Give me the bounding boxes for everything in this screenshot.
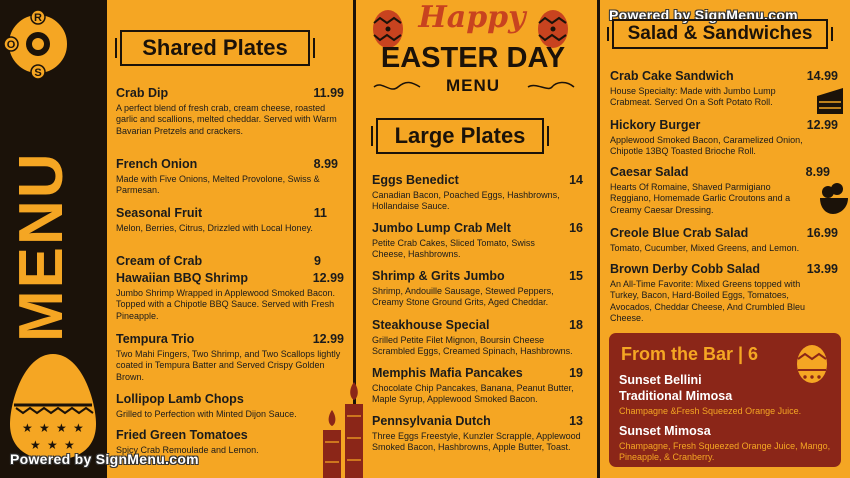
item-price: 13 xyxy=(569,414,583,428)
item-price: 14.99 xyxy=(806,69,838,83)
menu-item xyxy=(116,392,344,420)
side-menu-text: MENU xyxy=(7,151,76,342)
item-desc: Shrimp, Andouille Sausage, Stewed Peppers, Creamy Stone Ground Grits, Aged Cheddar. xyxy=(372,286,554,308)
shared-plates-column xyxy=(116,0,344,478)
item-desc: Jumbo Shrimp Wrapped in Applewood Smoked Bacon. Topped with a Chipotle BBQ Sauce. Served with Fresh Pineapple. xyxy=(116,288,335,321)
easter-egg-icon xyxy=(6,350,100,462)
item-name: Hawaiian BBQ Shrimp xyxy=(116,271,248,285)
menu-item xyxy=(610,69,838,109)
item-desc: Melon, Berries, Citrus, Drizzled with Local Honey. xyxy=(116,223,313,233)
menu-item xyxy=(372,318,583,358)
item-name: Lollipop Lamb Chops xyxy=(116,392,244,406)
bar-item-name: Traditional Mimosa xyxy=(619,389,733,403)
menu-item xyxy=(372,269,583,309)
menu-item xyxy=(610,165,830,216)
salad-bowl-icon xyxy=(818,180,848,216)
bar-item-desc: Champagne, Fresh Squeezed Orange Juice, Mango, Pineapple, & Cranberry. xyxy=(619,441,831,463)
menu-item xyxy=(116,157,344,197)
item-desc: Two Mahi Fingers, Two Shrimp, and Two Scallops lightly coated in Tempura Batter and Served Crispy Golden Brown. xyxy=(116,349,341,382)
divider xyxy=(597,0,600,478)
item-name: Cream of Crab xyxy=(116,254,203,268)
item-name: Tempura Trio xyxy=(116,332,195,346)
item-name: Caesar Salad xyxy=(610,165,689,179)
item-name: Hickory Burger xyxy=(610,118,701,132)
svg-text:★: ★ xyxy=(39,421,50,435)
item-name: Pennsylvania Dutch xyxy=(372,414,491,428)
item-desc: Three Eggs Freestyle, Kunzler Scrapple, Applewood Smoked Bacon, Hashbrowns, Apple Butter, Toast. xyxy=(372,431,581,453)
item-desc: Made with Five Onions, Melted Provolone, Swiss & Parmesan. xyxy=(116,174,320,196)
item-desc: Hearts Of Romaine, Shaved Parmigiano Reggiano, Homemade Garlic Croutons and a Creamy Caesar Dressing. xyxy=(610,182,791,215)
happy-heading: Happy xyxy=(418,0,526,35)
svg-text:★: ★ xyxy=(64,438,75,452)
item-price: 8.99 xyxy=(313,157,338,171)
svg-text:★: ★ xyxy=(47,438,58,452)
item-price: 11 xyxy=(313,206,327,220)
item-price: 18 xyxy=(569,318,583,332)
easter-egg-icon xyxy=(795,342,829,384)
menu-item xyxy=(610,118,838,158)
easter-heading: EASTER DAY xyxy=(380,42,566,74)
bar-panel xyxy=(609,333,841,467)
item-price: 9 xyxy=(314,254,321,268)
large-plates-column xyxy=(372,0,583,478)
menu-item xyxy=(372,221,583,261)
large-plates-title: Large Plates xyxy=(376,118,544,154)
item-price: 16.99 xyxy=(806,226,838,240)
menu-item xyxy=(610,262,838,325)
menu-item xyxy=(610,226,838,254)
divider xyxy=(104,0,107,478)
logo-letter: S xyxy=(34,67,42,79)
candles-icon xyxy=(318,378,372,478)
item-desc: Grilled Petite Filet Mignon, Boursin Cheese Scrambled Eggs, Creamed Spinach, Hashbrowns. xyxy=(372,335,573,357)
menu-item xyxy=(116,271,344,322)
watermark-bottom: Powered by SignMenu.com xyxy=(10,451,199,467)
item-desc: Petite Crab Cakes, Sliced Tomato, Swiss Cheese, Hashbrowns. xyxy=(372,238,535,260)
item-name: Creole Blue Crab Salad xyxy=(610,226,749,240)
item-name: Jumbo Lump Crab Melt xyxy=(372,221,511,235)
menu-item xyxy=(372,414,583,454)
menu-item xyxy=(116,206,344,234)
item-desc: Canadian Bacon, Poached Eggs, Hashbrowns, Hollandaise Sauce. xyxy=(372,190,560,212)
menu-item xyxy=(116,86,344,137)
item-name: Brown Derby Cobb Salad xyxy=(610,262,761,276)
bar-item-name: Sunset Bellini xyxy=(619,373,702,387)
menu-item xyxy=(116,428,344,456)
item-desc: Chocolate Chip Pancakes, Banana, Peanut Butter, Maple Syrup, Applewood Smoked Bacon. xyxy=(372,383,574,405)
salad-sandwiches-title: Salad & Sandwiches xyxy=(612,19,828,49)
side-menu-title xyxy=(7,100,76,350)
restaurant-logo-icon xyxy=(2,2,74,82)
item-desc: Tomato, Cucumber, Mixed Greens, and Lemon. xyxy=(610,243,800,253)
menu-subheading: MENU xyxy=(445,76,501,95)
bar-item-desc: Champagne &Fresh Squeezed Orange Juice. xyxy=(619,406,802,416)
logo-letter: O xyxy=(6,39,16,51)
item-price: 11.99 xyxy=(313,86,344,100)
svg-text:★: ★ xyxy=(22,421,33,435)
item-price: 12.99 xyxy=(806,118,838,132)
item-name: Crab Dip xyxy=(116,86,169,100)
item-price: 16 xyxy=(569,221,583,235)
item-name: Seasonal Fruit xyxy=(116,206,203,220)
item-desc: A perfect blend of fresh crab, cream cheese, roasted garlic and scallions, melted cheddar. Served with Warm Bavarian Pretzels and crackers. xyxy=(116,103,337,136)
item-desc: An All-Time Favorite: Mixed Greens topped with Turkey, Bacon, Hard-Boiled Eggs, Tomatoes, Avocados, Cheddar Cheese, And Crumbled Bleu Cheese. xyxy=(610,279,805,324)
item-name: Steakhouse Special xyxy=(372,318,490,332)
item-name: Shrimp & Grits Jumbo xyxy=(372,269,505,283)
svg-text:★: ★ xyxy=(56,421,67,435)
item-price: 12.99 xyxy=(312,332,344,346)
menu-item xyxy=(372,366,583,406)
watermark-top: Powered by SignMenu.com xyxy=(609,7,798,23)
item-desc: Applewood Smoked Bacon, Caramelized Onion, Chipotle 13BQ Toasted Brioche Roll. xyxy=(610,135,803,157)
item-price: 15 xyxy=(569,269,583,283)
item-price: 8.99 xyxy=(805,165,830,179)
item-desc: Spicy Crab Remoulade and Lemon. xyxy=(116,445,259,455)
item-name: Eggs Benedict xyxy=(372,173,459,187)
item-name: French Onion xyxy=(116,157,198,171)
menu-item xyxy=(116,254,344,269)
logo-letter: R xyxy=(34,12,42,24)
item-desc: House Specialty: Made with Jumbo Lump Crabmeat. Served On a Soft Potato Roll. xyxy=(610,86,776,108)
svg-text:★: ★ xyxy=(73,421,84,435)
item-name: Fried Green Tomatoes xyxy=(116,428,248,442)
item-name: Crab Cake Sandwich xyxy=(610,69,734,83)
item-price: 12.99 xyxy=(312,271,344,285)
cake-icon xyxy=(815,84,845,116)
item-name: Memphis Mafia Pancakes xyxy=(372,366,523,380)
item-price: 19 xyxy=(569,366,583,380)
item-price: 14 xyxy=(569,173,583,187)
bar-title: From the Bar | 6 xyxy=(621,344,759,364)
menu-item xyxy=(372,173,583,213)
item-price: 13.99 xyxy=(806,262,838,276)
shared-plates-title: Shared Plates xyxy=(120,30,310,66)
bar-item-name: Sunset Mimosa xyxy=(619,424,711,438)
item-desc: Grilled to Perfection with Minted Dijon Sauce. xyxy=(116,409,297,419)
menu-item xyxy=(116,332,344,383)
svg-text:★: ★ xyxy=(30,438,41,452)
